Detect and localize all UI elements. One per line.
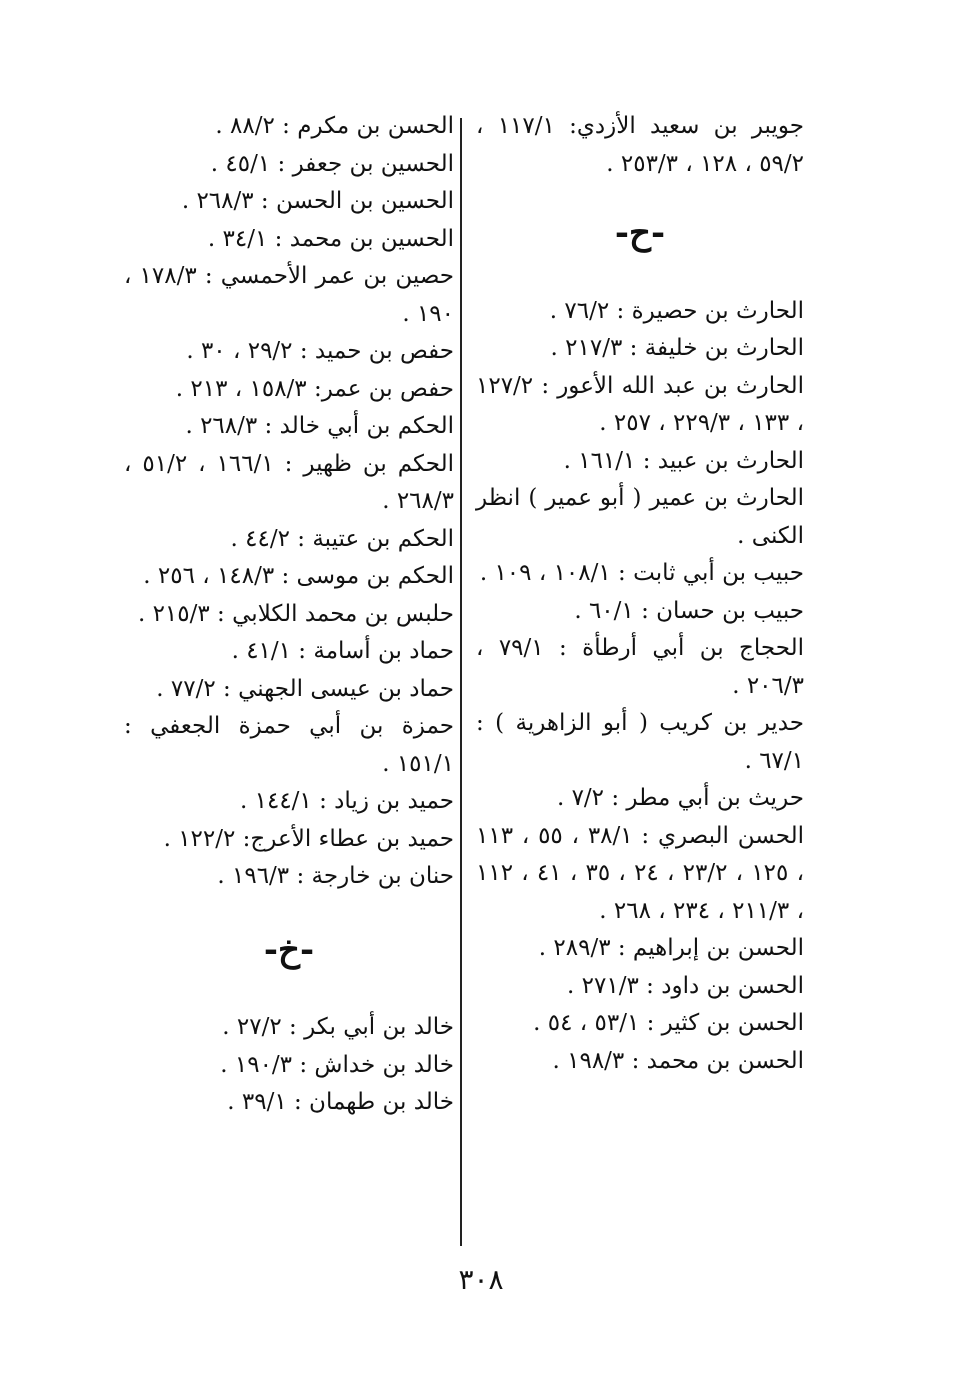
index-entry: الحكم بن موسى : ١٤٨/٣ ، ٢٥٦ . bbox=[143, 563, 454, 589]
index-entry: حصين بن عمر الأحمسي : ١٧٨/٣ ، ١٩٠ . bbox=[124, 263, 455, 327]
index-entry: حماد بن عيسى الجهني : ٧٧/٢ . bbox=[156, 675, 454, 702]
index-entry: خالد بن أبي بكر : ٢٧/٢ . bbox=[222, 1014, 454, 1040]
left-entry-list bbox=[124, 108, 454, 896]
column-divider bbox=[460, 118, 462, 1246]
index-entry: الحسن بن محمد : ١٩٨/٣ . bbox=[552, 1047, 804, 1074]
index-entry: حفص بن عمر: ١٥٨/٣ ، ٢١٣ . bbox=[175, 375, 454, 402]
index-entry: الحسن البصري : ٣٨/١ ، ٥٥ ، ١١٣ ، ١٢٥ ، ٢٣/٢ ، ٢٤ ، ٣٥ ، ٤١ ، ١١٢ ، ٢١١/٣ ، ٢٣٤ ، ٢٦٨ . bbox=[476, 822, 805, 924]
index-entry: الحكم بن أبي خالد : ٢٦٨/٣ . bbox=[185, 413, 454, 439]
index-entry: الحسين بن جعفر : ٤٥/١ . bbox=[210, 150, 454, 177]
index-entry: حبيب بن حسان : ٦٠/١ . bbox=[574, 597, 804, 624]
index-entry: خالد بن طهمان : ٣٩/١ . bbox=[227, 1089, 454, 1115]
index-entry: حميد بن زياد : ١٤٤/١ . bbox=[240, 788, 454, 814]
index-entry: الحسن بن كثير : ٥٣/١ ، ٥٤ . bbox=[533, 1010, 804, 1036]
index-entry: الحجاج بن أبي أرطأة : ٧٩/١ ، ٢٠٦/٣ . bbox=[476, 635, 804, 699]
index-entry: حبيب بن أبي ثابت : ١٠٨/١ ، ١٠٩ . bbox=[479, 560, 804, 586]
index-entry: حمزة بن أبي حمزة الجعفي : ١٥١/١ . bbox=[124, 713, 454, 777]
index-entry: حريث بن أبي مطر : ٧/٢ . bbox=[556, 785, 804, 811]
index-entry: الحارث بن حصيرة : ٧٦/٢ . bbox=[549, 297, 804, 324]
index-entry: الحسن بن مكرم : ٨٨/٢ . bbox=[215, 113, 454, 139]
index-entry: حدير بن كريب ( أبو الزاهرية ) : ٦٧/١ . bbox=[476, 710, 804, 774]
left-entry-list-kha bbox=[124, 1009, 454, 1122]
index-entry: الحارث بن عبد الله الأعور : ١٢٧/٢ ، ١٣٣ ، ٢٢٩/٣ ، ٢٥٧ . bbox=[476, 372, 804, 436]
index-entry: الحسين بن محمد : ٣٤/١ . bbox=[207, 225, 454, 252]
index-entry: جويبر بن سعيد الأزدي: ١١٧/١ ، ٥٩/٢ ، ١٢٨ ، ٢٥٣/٣ . bbox=[476, 113, 804, 177]
index-entry: الحكم بن عتيبة : ٤٤/٢ . bbox=[230, 525, 454, 552]
section-heading-ha: -ح- bbox=[614, 213, 666, 253]
index-entry: حفص بن حميد : ٢٩/٢ ، ٣٠ . bbox=[186, 338, 454, 364]
index-entry: حنان بن خارجة : ١٩٦/٣ . bbox=[217, 863, 454, 889]
right-column bbox=[476, 108, 804, 1080]
index-entry: الحارث بن عبيد : ١٦١/١ . bbox=[563, 447, 804, 474]
index-entry: حلبس بن محمد الكلابي : ٢١٥/٣ . bbox=[137, 600, 454, 627]
index-entry: حماد بن أسامة : ٤١/١ . bbox=[231, 638, 454, 664]
left-column bbox=[124, 108, 454, 1122]
index-entry: الحارث بن عمير ( أبو عمير ) انظر الكنى . bbox=[476, 485, 804, 549]
index-entry: حميد بن عطاء الأعرج: ١٢٢/٢ . bbox=[163, 825, 454, 852]
index-entry: الحكم بن ظهير : ١٦٦/١ ، ٥١/٢ ، ٢٦٨/٣ . bbox=[124, 450, 455, 514]
page-number: ٣٠٨ bbox=[458, 1263, 504, 1296]
section-heading-kha: -خ- bbox=[263, 929, 315, 970]
right-entry-list bbox=[476, 293, 804, 1081]
index-entry: خالد بن خداش : ١٩٠/٣ . bbox=[220, 1051, 454, 1078]
index-entry: الحسن بن إبراهيم : ٢٨٩/٣ . bbox=[538, 935, 804, 961]
index-entry: الحسين بن الحسن : ٢٦٨/٣ . bbox=[181, 188, 454, 214]
index-entry: الحارث بن خليفة : ٢١٧/٣ . bbox=[550, 335, 804, 361]
index-entry: الحسن بن داود : ٢٧١/٣ . bbox=[567, 972, 804, 999]
